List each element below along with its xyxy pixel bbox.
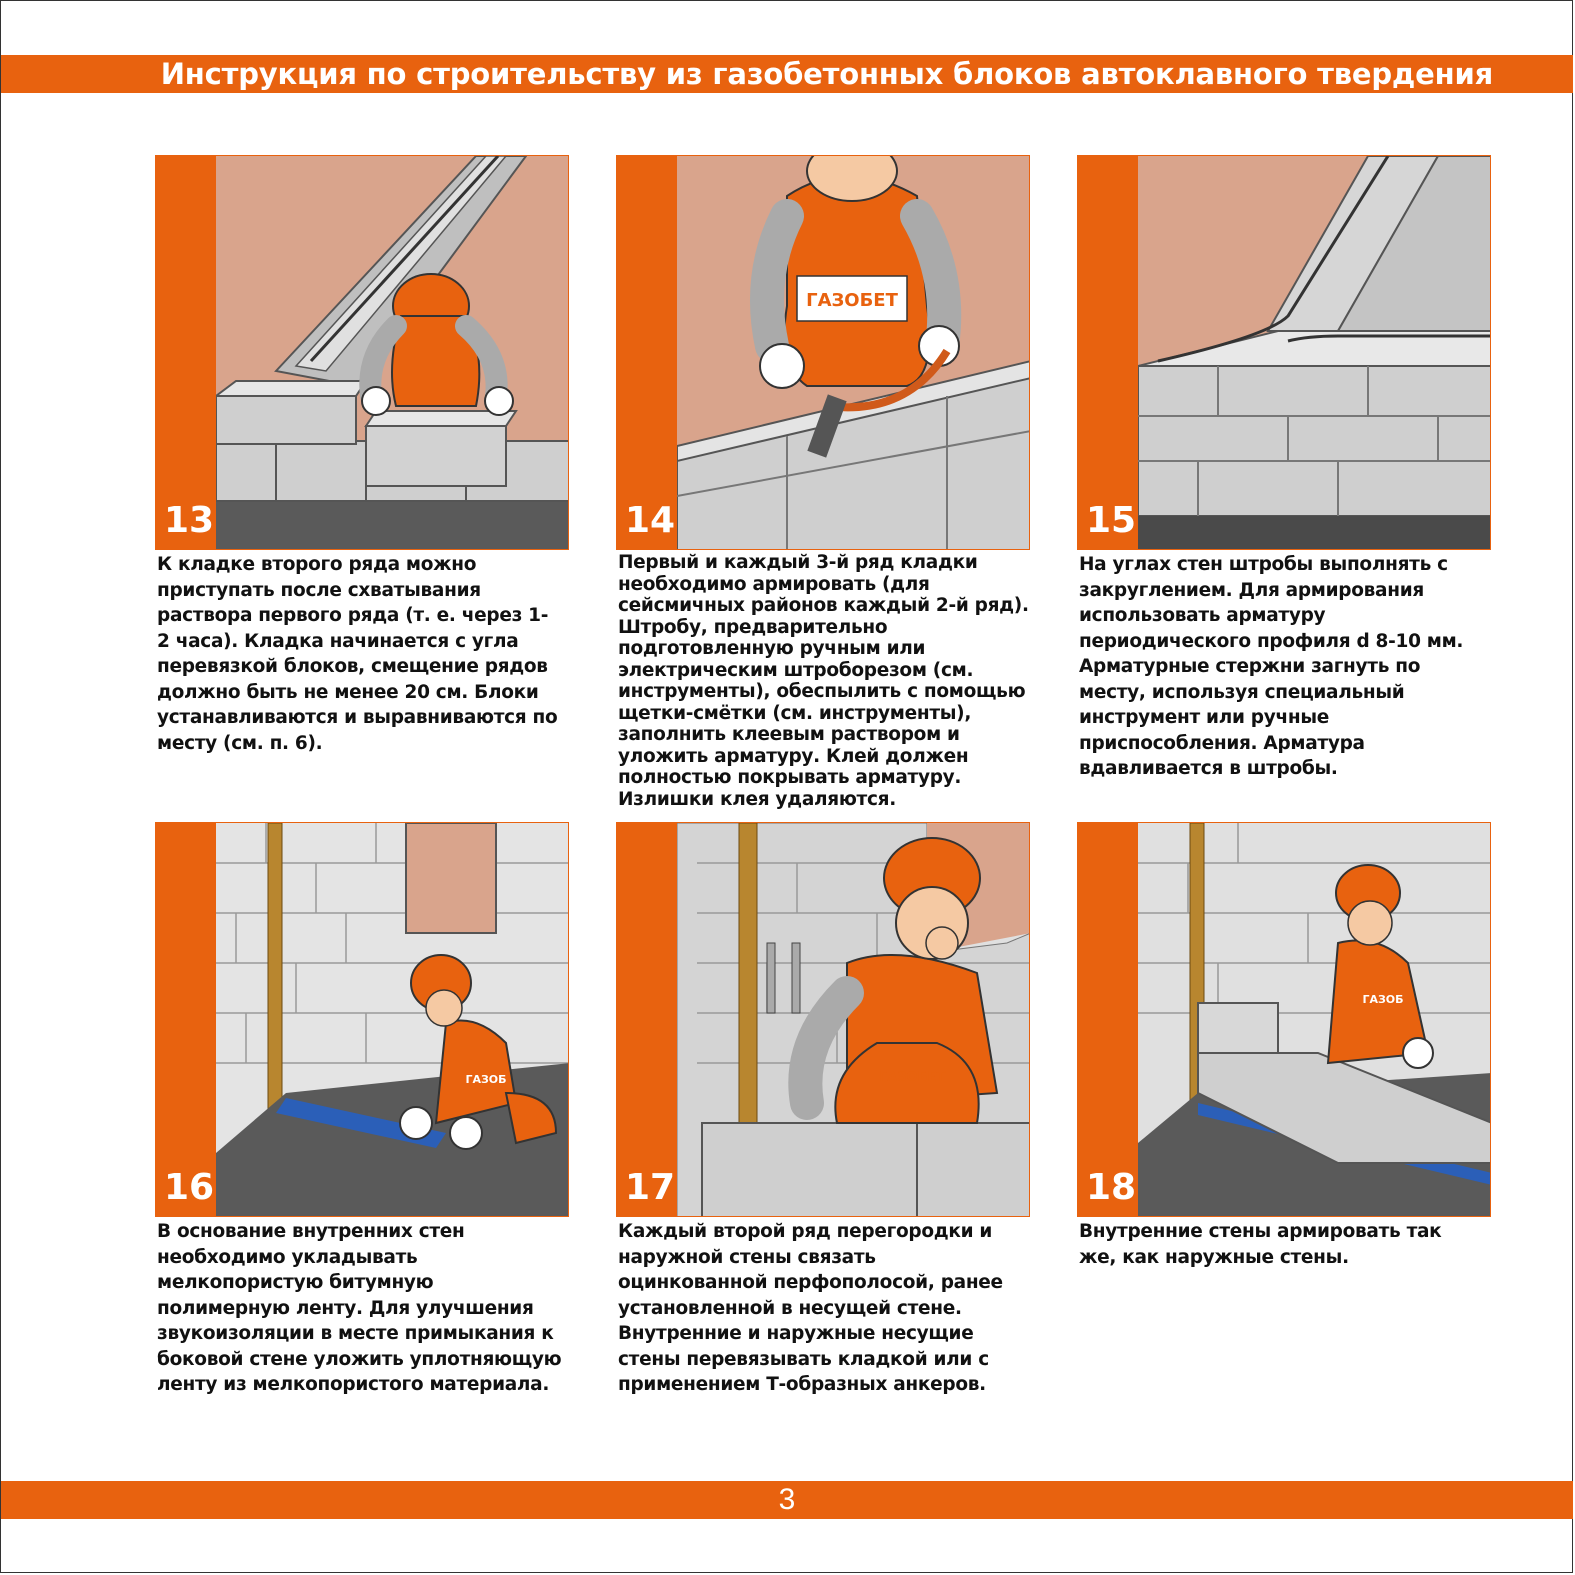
step-18-illustration: [1077, 822, 1491, 1217]
step-17-caption: [618, 1219, 1036, 1398]
page-title: Инструкция по строительству из газобетонных блоков автоклавного твердения: [160, 57, 1493, 91]
caption-line: устанавливаются и выравниваются по: [157, 707, 558, 728]
caption-line: использовать арматуру: [1079, 605, 1326, 626]
caption-line: должно быть не менее 20 см. Блоки: [157, 681, 539, 703]
caption-line: К кладке второго ряда можно: [157, 554, 477, 575]
caption-line: подготовленную ручным или: [618, 638, 926, 659]
caption-line: 2 часа). Кладка начинается с угла: [157, 630, 519, 652]
caption-line: полимерную ленту. Для улучшения: [157, 1297, 534, 1319]
caption-line: Внутренние стены армировать так: [1079, 1221, 1442, 1242]
caption-line: уложить арматуру. Клей должен: [618, 745, 969, 767]
step-13-caption: [157, 552, 575, 756]
page-number: 3: [778, 1483, 796, 1516]
caption-line: На углах стен штробы выполнять с: [1079, 554, 1448, 575]
step-number-strip: [156, 156, 216, 549]
step-16-caption: [157, 1219, 575, 1398]
caption-line: необходимо укладывать: [157, 1246, 418, 1268]
caption-line: Арматурные стержни загнуть по: [1079, 656, 1421, 677]
step-number: 17: [625, 1167, 676, 1208]
caption-line: Внутренние и наружные несущие: [618, 1323, 974, 1344]
caption-line: боковой стене уложить уплотняющую: [157, 1348, 562, 1370]
step-15-caption: [1079, 552, 1497, 782]
apron-logo: ГАЗОБ: [1362, 993, 1404, 1006]
perforated-strip-tie-image: [677, 823, 1030, 1217]
caption-line: ленту из мелкопористого материала.: [157, 1374, 550, 1395]
caption-line: В основание внутренних стен: [157, 1221, 465, 1242]
caption-line: полностью покрывать арматуру.: [618, 767, 962, 788]
caption-line: мелкопористую битумную: [157, 1272, 434, 1293]
caption-line: стены перевязывать кладкой или с: [618, 1348, 989, 1370]
caption-line: месту (см. п. 6).: [157, 732, 323, 754]
caption-line: необходимо армировать (для: [618, 573, 930, 595]
caption-line: установленной в несущей стене.: [618, 1297, 962, 1319]
corner-reinforcement-image: [1138, 156, 1491, 550]
step-17-illustration: [616, 822, 1030, 1217]
step-number: 13: [164, 500, 215, 541]
step-13-illustration: [155, 155, 569, 550]
caption-line: применением Т-образных анкеров.: [618, 1374, 986, 1395]
caption-line: инструменты), обеспылить с помощью: [618, 681, 1026, 702]
laying-bitumen-tape-image: [216, 823, 569, 1217]
caption-line: электрическим штроборезом (см.: [618, 659, 974, 681]
caption-line: щетки-смётки (см. инструменты),: [618, 702, 972, 724]
caption-line: периодического профиля d 8-10 мм.: [1079, 630, 1464, 652]
caption-line: сейсмичных районов каждый 2-й ряд).: [618, 595, 1029, 616]
caption-line: раствора первого ряда (т. е. через 1-: [157, 605, 549, 626]
caption-line: оцинкованной перфополосой, ранее: [618, 1272, 1003, 1293]
interior-wall-reinforcement-image: [1138, 823, 1491, 1217]
step-number: 14: [625, 500, 676, 541]
apron-logo: ГАЗОБЕТ: [878, 1070, 946, 1085]
step-number-strip: [617, 823, 677, 1216]
apron-logo: ГАЗОБЕТ: [806, 290, 898, 311]
caption-line: звукоизоляции в месте примыкания к: [157, 1323, 554, 1344]
caption-line: приспособления. Арматура: [1079, 732, 1365, 754]
bricklayer-lifting-block-image: [216, 156, 569, 550]
caption-line: закруглением. Для армирования: [1079, 579, 1424, 601]
caption-line: месту, используя специальный: [1079, 681, 1405, 703]
step-number: 16: [164, 1167, 215, 1208]
caption-line: наружной стены связать: [618, 1246, 876, 1268]
caption-line: вдавливается в штробы.: [1079, 758, 1338, 779]
step-14-illustration: [616, 155, 1030, 550]
header-bar: [1, 55, 1573, 93]
step-18-caption: [1079, 1219, 1497, 1270]
caption-line: инструмент или ручные: [1079, 707, 1330, 728]
caption-line: Штробу, предварительно: [618, 616, 888, 638]
caption-line: перевязкой блоков, смещение рядов: [157, 656, 548, 677]
step-number: 15: [1086, 500, 1137, 541]
footer-bar: [1, 1481, 1573, 1519]
caption-line: Каждый второй ряд перегородки и: [618, 1221, 993, 1242]
worker-cutting-groove-image: [677, 156, 1030, 550]
caption-line: же, как наружные стены.: [1079, 1246, 1349, 1268]
step-number: 18: [1086, 1167, 1137, 1208]
step-15-illustration: [1077, 155, 1491, 550]
caption-line: заполнить клеевым раствором и: [618, 724, 960, 745]
step-14-caption: [618, 552, 1036, 810]
step-number-strip: [156, 823, 216, 1216]
caption-line: приступать после схватывания: [157, 579, 481, 601]
apron-logo: ГАЗОБ: [465, 1073, 507, 1086]
caption-line: Излишки клея удаляются.: [618, 788, 896, 810]
step-number-strip: [617, 156, 677, 549]
step-number-strip: [1078, 156, 1138, 549]
step-number-strip: [1078, 823, 1138, 1216]
step-16-illustration: [155, 822, 569, 1217]
caption-line: Первый и каждый 3-й ряд кладки: [618, 552, 978, 573]
